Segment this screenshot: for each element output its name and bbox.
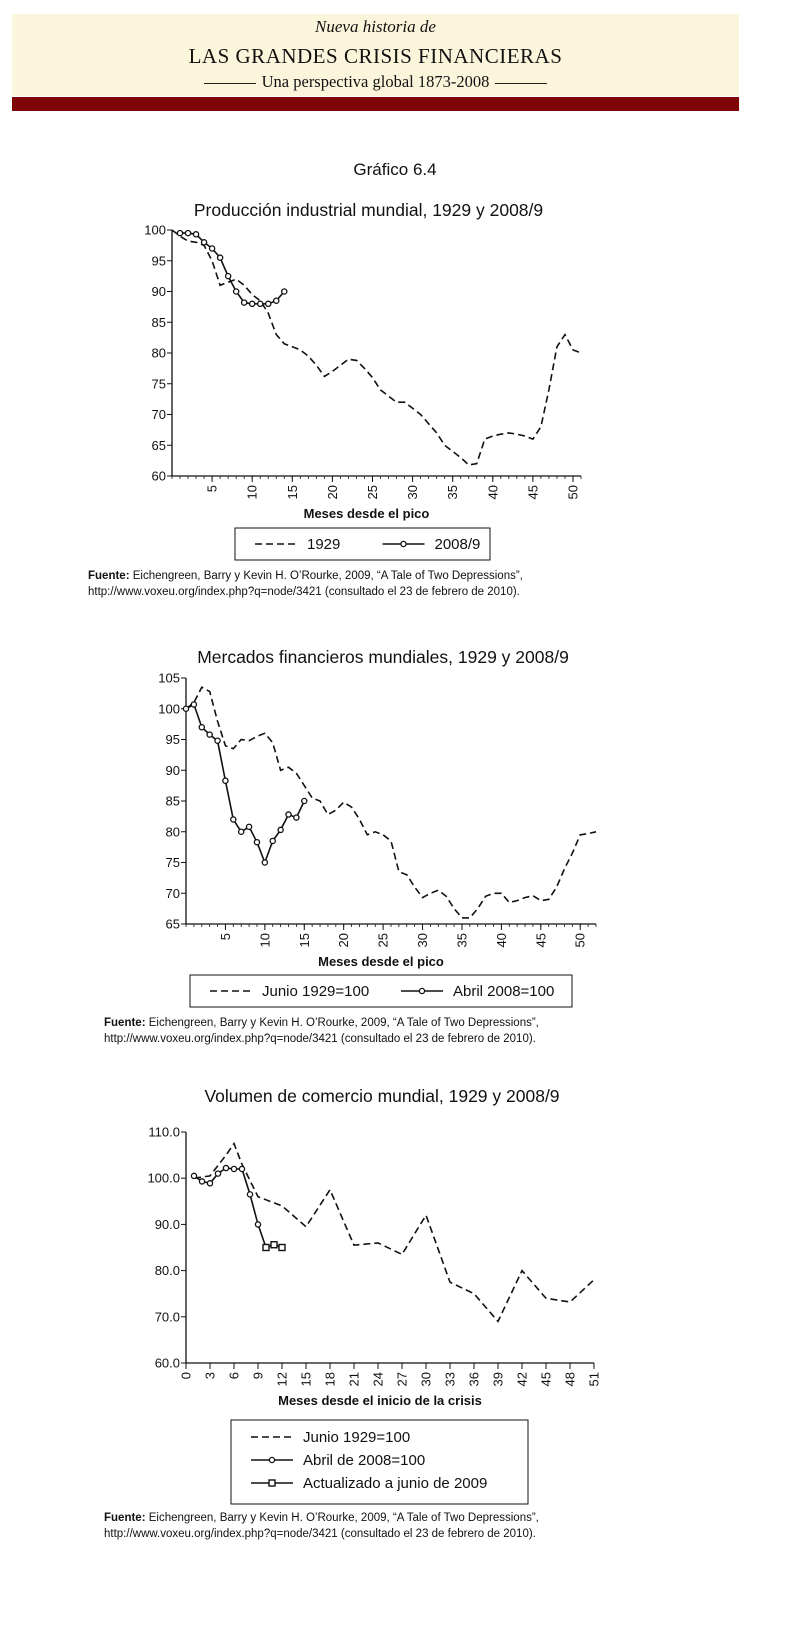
legend-label: 1929 — [307, 536, 341, 553]
data-point — [270, 838, 275, 843]
data-point — [226, 274, 231, 279]
x-axis-label: Meses desde el pico — [303, 506, 430, 521]
x-tick-label: 35 — [454, 933, 470, 948]
series-line-1 — [186, 687, 596, 918]
data-point — [209, 246, 214, 251]
x-tick-label: 51 — [586, 1372, 602, 1387]
source-note-2 — [104, 1015, 539, 1047]
legend-label: Junio 1929=100 — [303, 1429, 411, 1446]
source-note-1 — [88, 568, 523, 600]
source-label: Fuente: — [88, 570, 130, 582]
series-line-1 — [172, 230, 581, 465]
data-point — [191, 702, 196, 707]
x-tick-label: 3 — [202, 1372, 218, 1380]
data-point — [271, 1242, 277, 1248]
data-point — [242, 300, 247, 305]
header-title: LAS GRANDES CRISIS FINANCIERAS — [188, 44, 563, 68]
legend-marker — [269, 1480, 275, 1486]
x-tick-label: 30 — [405, 485, 421, 500]
data-point — [246, 824, 251, 829]
source-label: Fuente: — [104, 1512, 146, 1524]
x-tick-label: 20 — [336, 933, 352, 948]
x-tick-label: 50 — [565, 485, 581, 500]
data-point — [255, 1222, 260, 1227]
chart-title: Producción industrial mundial, 1929 y 2008/9 — [193, 200, 544, 220]
x-tick-label: 5 — [204, 485, 220, 493]
data-point — [263, 1245, 269, 1251]
y-tick-label: 80 — [165, 824, 180, 840]
y-tick-label: 100 — [158, 701, 180, 717]
series-line-1 — [194, 1144, 594, 1322]
x-tick-label: 21 — [346, 1372, 362, 1387]
header-subtitle-row — [12, 72, 739, 92]
x-tick-label: 27 — [394, 1372, 410, 1387]
x-axis-label: Meses desde el inicio de la crisis — [278, 1393, 482, 1408]
data-point — [250, 301, 255, 306]
x-tick-label: 40 — [493, 933, 509, 948]
data-point — [199, 725, 204, 730]
data-point — [177, 230, 182, 235]
legend-label: Abril 2008=100 — [453, 983, 555, 1000]
x-tick-label: 24 — [370, 1372, 386, 1387]
x-tick-label: 6 — [226, 1372, 242, 1380]
data-point — [223, 778, 228, 783]
data-point — [258, 301, 263, 306]
x-tick-label: 10 — [257, 933, 273, 948]
data-point — [231, 817, 236, 822]
x-tick-label: 12 — [274, 1372, 290, 1387]
data-point — [218, 255, 223, 260]
x-tick-label: 5 — [217, 933, 233, 941]
y-tick-label: 90 — [151, 284, 166, 299]
figure-label: Gráfico 6.4 — [353, 160, 437, 179]
legend-label: Junio 1929=100 — [262, 983, 370, 1000]
source-note-3 — [104, 1510, 539, 1542]
data-point — [185, 230, 190, 235]
source-text: Eichengreen, Barry y Kevin H. O’Rourke, 2009, “A Tale of Two Depressions”, — [148, 1017, 539, 1029]
data-point — [207, 1181, 212, 1186]
x-tick-label: 36 — [466, 1372, 482, 1387]
y-tick-label: 95 — [165, 732, 180, 747]
x-tick-label: 35 — [445, 485, 461, 500]
y-tick-label: 80 — [151, 345, 166, 361]
data-point — [239, 829, 244, 834]
x-tick-label: 45 — [533, 933, 549, 948]
book-header-banner — [12, 14, 739, 96]
y-tick-label: 100.0 — [147, 1170, 180, 1186]
y-tick-label: 60 — [151, 468, 166, 484]
chart-title: Mercados financieros mundiales, 1929 y 2008/9 — [197, 647, 569, 667]
y-tick-label: 85 — [151, 314, 166, 330]
data-point — [286, 812, 291, 817]
data-point — [207, 732, 212, 737]
header-red-bar — [12, 97, 739, 111]
data-point — [247, 1192, 252, 1197]
data-point — [294, 815, 299, 820]
y-tick-label: 90 — [165, 762, 180, 778]
series-line-2 — [180, 233, 284, 304]
y-tick-label: 65 — [151, 437, 166, 453]
header-kicker: Nueva historia de — [315, 17, 436, 36]
data-point — [193, 232, 198, 237]
legend-marker — [419, 988, 424, 993]
y-tick-label: 70 — [151, 407, 166, 422]
x-tick-label: 45 — [538, 1372, 554, 1387]
x-tick-label: 25 — [375, 933, 391, 948]
source-text: Eichengreen, Barry y Kevin H. O’Rourke, 2009, “A Tale of Two Depressions”, — [132, 570, 523, 582]
data-point — [262, 860, 267, 865]
financial-markets-chart — [0, 644, 790, 1009]
x-tick-label: 18 — [322, 1372, 338, 1387]
data-point — [302, 798, 307, 803]
y-tick-label: 90.0 — [154, 1216, 180, 1232]
chart-title: Volumen de comercio mundial, 1929 y 2008/9 — [204, 1086, 560, 1106]
data-point — [201, 240, 206, 245]
x-tick-label: 50 — [572, 933, 588, 948]
x-tick-label: 39 — [490, 1372, 506, 1387]
x-tick-label: 25 — [364, 485, 380, 500]
x-tick-label: 15 — [284, 485, 300, 500]
y-tick-label: 60.0 — [154, 1355, 180, 1371]
header-rule-right — [495, 83, 547, 84]
y-tick-label: 70 — [165, 885, 180, 901]
y-tick-label: 105 — [158, 670, 180, 686]
data-point — [266, 301, 271, 306]
data-point — [223, 1165, 228, 1170]
y-tick-label: 80.0 — [154, 1263, 180, 1279]
x-tick-label: 0 — [178, 1372, 194, 1380]
source-url: http://www.voxeu.org/index.php?q=node/3421 (consultado el 23 de febrero de 2010). — [104, 1033, 536, 1045]
source-url: http://www.voxeu.org/index.php?q=node/3421 (consultado el 23 de febrero de 2010). — [104, 1528, 536, 1540]
world-trade-chart — [0, 1082, 790, 1512]
x-tick-label: 15 — [298, 1372, 314, 1387]
legend-label: 2008/9 — [434, 536, 481, 553]
industrial-production-chart — [0, 196, 790, 556]
data-point — [274, 298, 279, 303]
x-tick-label: 9 — [250, 1372, 266, 1380]
data-point — [215, 1171, 220, 1176]
x-tick-label: 48 — [562, 1372, 578, 1387]
data-point — [231, 1166, 236, 1171]
y-tick-label: 95 — [151, 253, 166, 269]
data-point — [282, 289, 287, 294]
x-axis-label: Meses desde el pico — [318, 954, 444, 969]
data-point — [239, 1166, 244, 1171]
y-tick-label: 70.0 — [154, 1309, 180, 1325]
data-point — [254, 840, 259, 845]
legend-marker — [401, 541, 406, 546]
x-tick-label: 33 — [442, 1372, 458, 1387]
x-tick-label: 42 — [514, 1372, 530, 1387]
y-tick-label: 110.0 — [148, 1124, 180, 1140]
y-tick-label: 100 — [144, 222, 166, 238]
x-tick-label: 30 — [418, 1372, 434, 1387]
x-tick-label: 40 — [485, 485, 501, 500]
data-point — [278, 827, 283, 832]
data-point — [234, 289, 239, 294]
x-tick-label: 45 — [525, 485, 541, 500]
data-point — [199, 1179, 204, 1184]
header-rule-left — [204, 83, 256, 84]
source-url: http://www.voxeu.org/index.php?q=node/3421 (consultado el 23 de febrero de 2010). — [88, 586, 520, 598]
y-tick-label: 75 — [151, 376, 166, 392]
source-text: Eichengreen, Barry y Kevin H. O’Rourke, 2009, “A Tale of Two Depressions”, — [148, 1512, 539, 1524]
data-point — [191, 1173, 196, 1178]
data-point — [183, 706, 188, 711]
x-tick-label: 10 — [244, 485, 260, 500]
y-tick-label: 65 — [165, 916, 180, 932]
data-point — [215, 738, 220, 743]
x-tick-label: 30 — [415, 933, 431, 948]
y-tick-label: 75 — [165, 855, 180, 870]
data-point — [279, 1245, 285, 1251]
source-label: Fuente: — [104, 1017, 146, 1029]
x-tick-label: 15 — [296, 933, 312, 948]
header-subtitle: Una perspectiva global 1873-2008 — [261, 72, 490, 91]
x-tick-label: 20 — [324, 485, 340, 500]
y-tick-label: 85 — [165, 793, 180, 809]
legend-marker — [269, 1457, 274, 1462]
legend-label: Actualizado a junio de 2009 — [303, 1475, 488, 1492]
legend-label: Abril de 2008=100 — [303, 1452, 426, 1469]
